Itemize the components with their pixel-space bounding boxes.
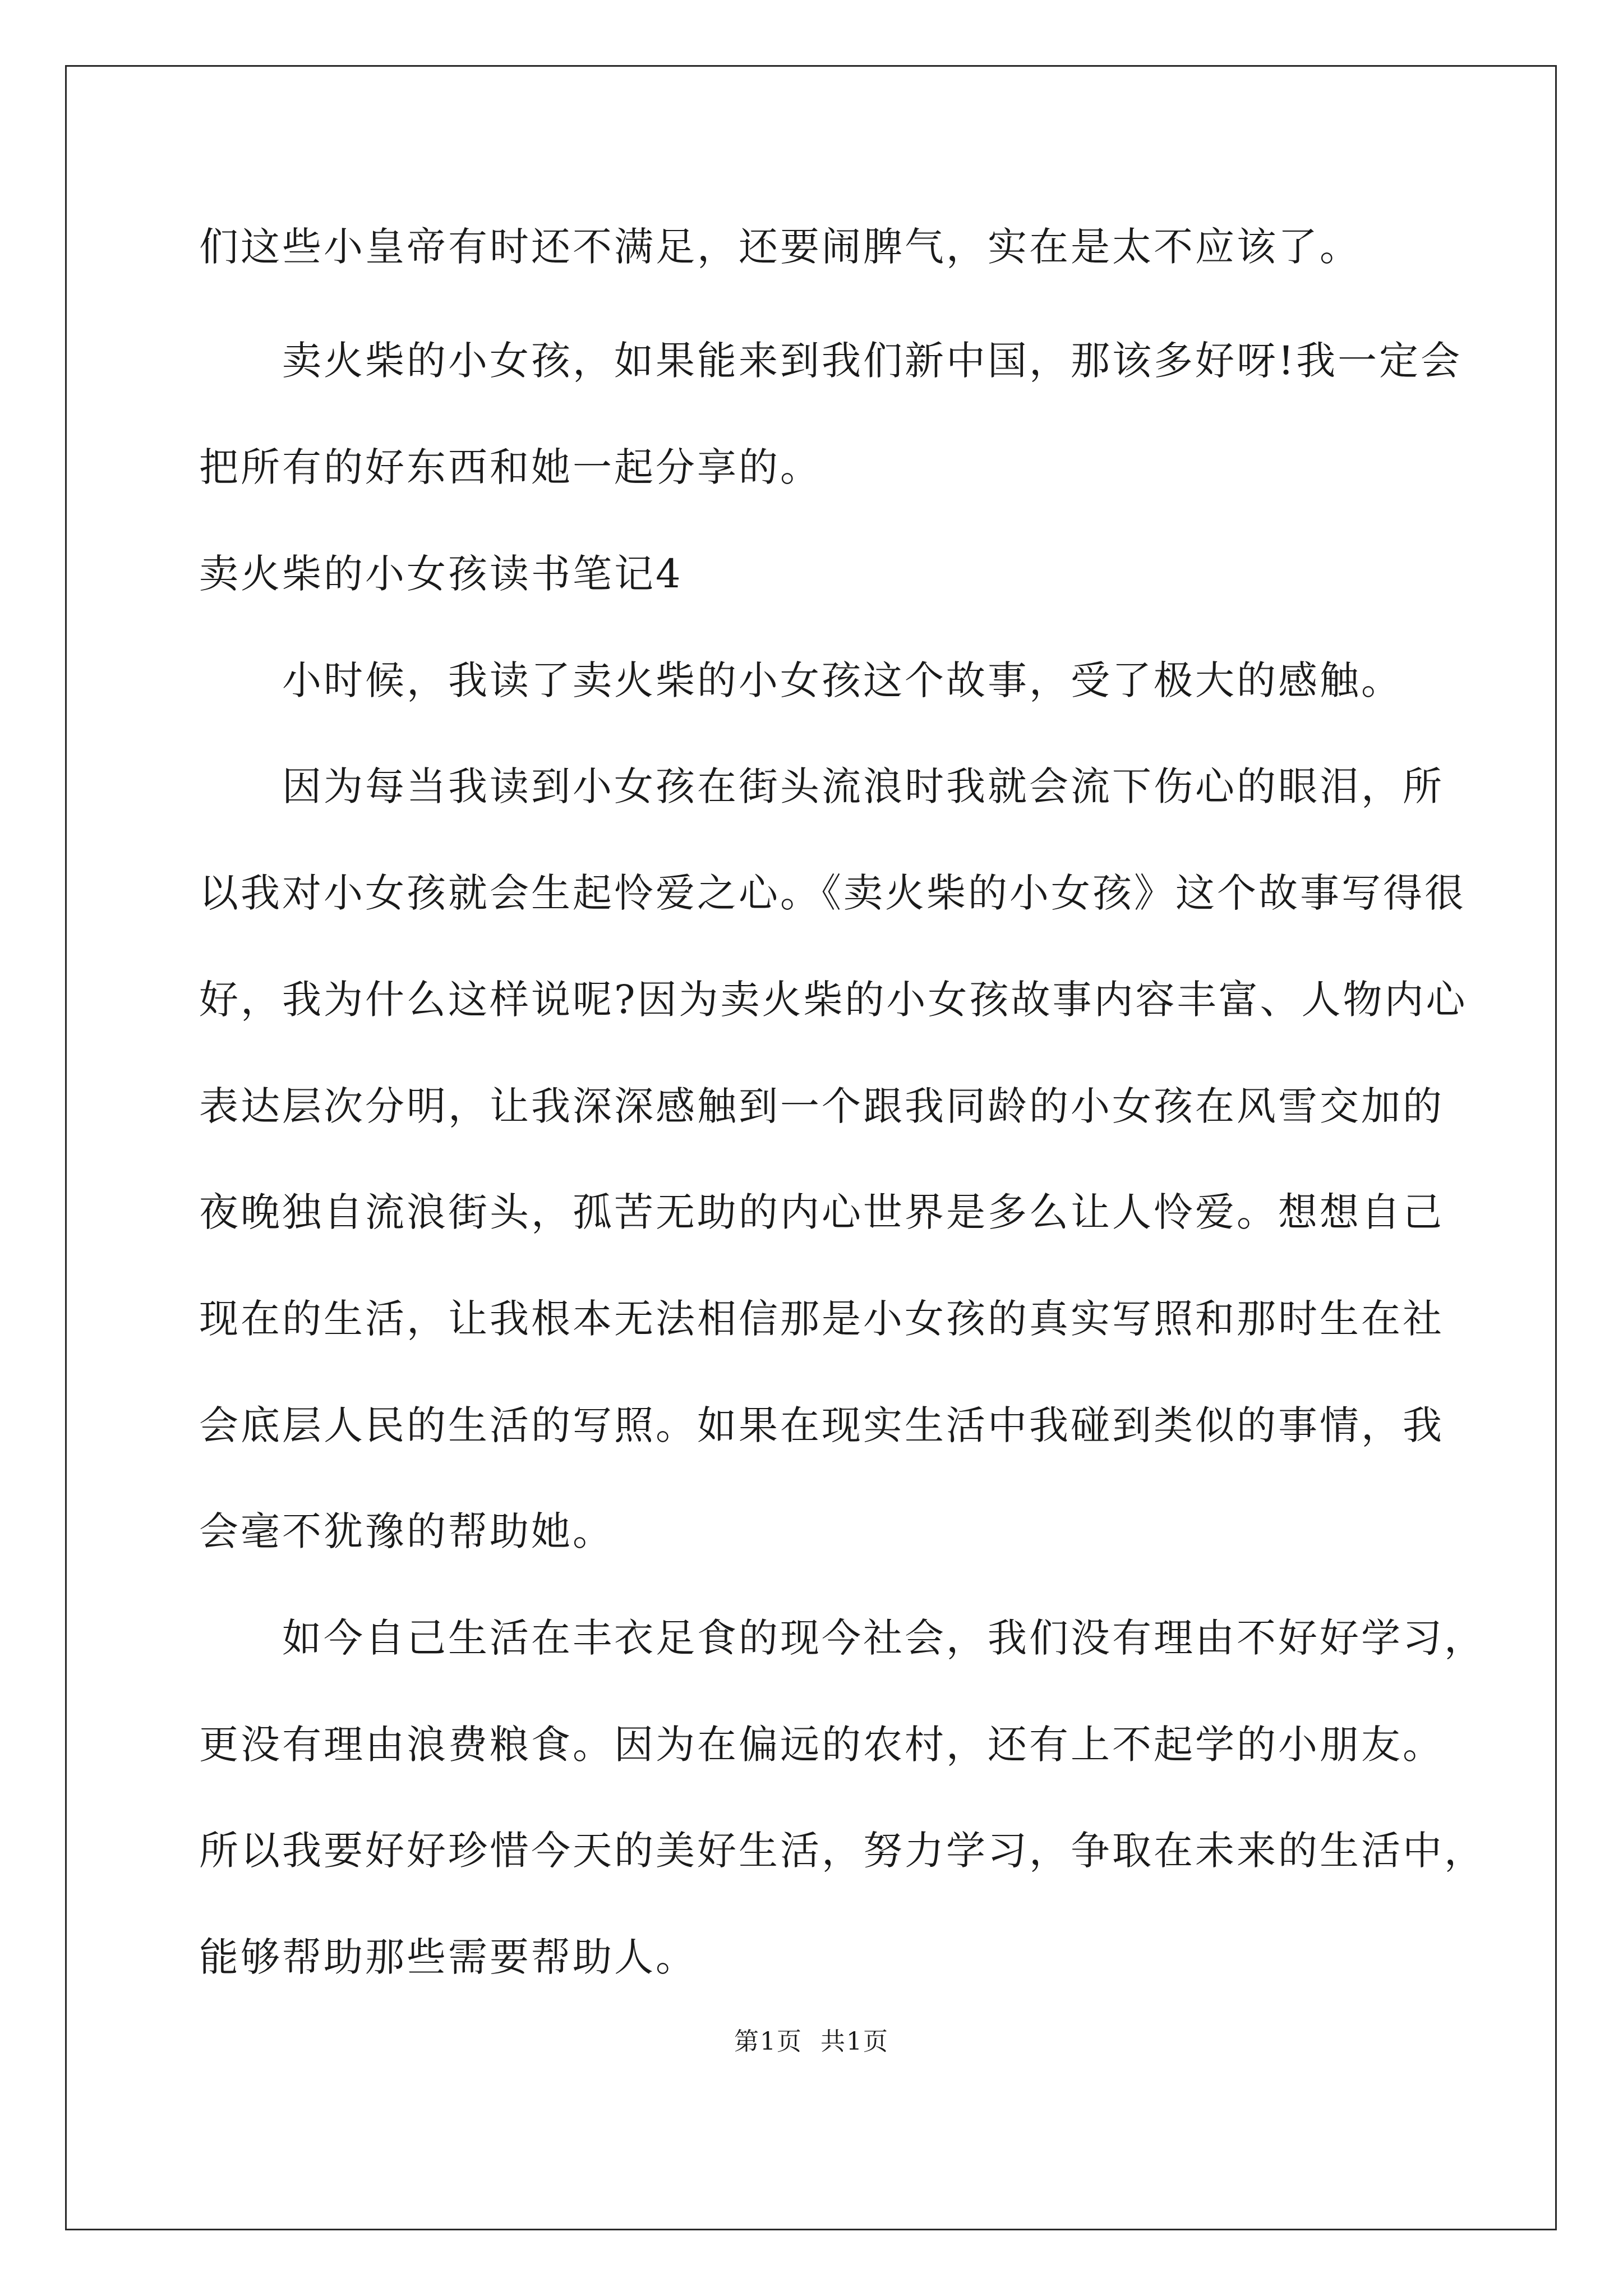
text-line: 夜晚独自流浪街头，孤苦无助的内心世界是多么让人怜爱。想想自己 — [199, 1189, 1444, 1235]
page-footer — [0, 2025, 1623, 2059]
text-line: 好，我为什么这样说呢?因为卖火柴的小女孩故事内容丰富、人物内心 — [199, 977, 1468, 1023]
section-heading: 卖火柴的小女孩读书笔记4 — [199, 551, 683, 597]
text-line: 表达层次分明，让我深深感触到一个跟我同龄的小女孩在风雪交加的 — [199, 1083, 1444, 1129]
text-line: 能够帮助那些需要帮助人。 — [199, 1934, 697, 1980]
text-line: 以我对小女孩就会生起怜爱之心。《卖火柴的小女孩》这个故事写得很 — [199, 870, 1466, 916]
text-line: 会毫不犹豫的帮助她。 — [199, 1508, 614, 1554]
text-line: 会底层人民的生活的写照。如果在现实生活中我碰到类似的事情，我 — [199, 1402, 1444, 1448]
text-line: 小时候，我读了卖火柴的小女孩这个故事，受了极大的感触。 — [282, 657, 1403, 703]
text-line: 更没有理由浪费粮食。因为在偏远的农村，还有上不起学的小朋友。 — [199, 1722, 1444, 1768]
text-line: 所以我要好好珍惜今天的美好生活，努力学习，争取在未来的生活中， — [199, 1828, 1486, 1874]
text-line: 因为每当我读到小女孩在街头流浪时我就会流下伤心的眼泪，所 — [282, 763, 1444, 809]
text-line: 现在的生活，让我根本无法相信那是小女孩的真实写照和那时生在社 — [199, 1296, 1444, 1342]
page-number: 第1页 — [734, 2027, 803, 2056]
text-line: 把所有的好东西和她一起分享的。 — [199, 444, 822, 490]
text-line: 们这些小皇帝有时还不满足，还要闹脾气，实在是太不应该了。 — [199, 224, 1361, 270]
text-line: 卖火柴的小女孩，如果能来到我们新中国，那该多好呀!我一定会 — [282, 338, 1463, 384]
page-total: 共1页 — [820, 2027, 889, 2056]
text-line: 如今自己生活在丰衣足食的现今社会，我们没有理由不好好学习， — [282, 1615, 1486, 1661]
page-border — [65, 65, 1557, 2230]
